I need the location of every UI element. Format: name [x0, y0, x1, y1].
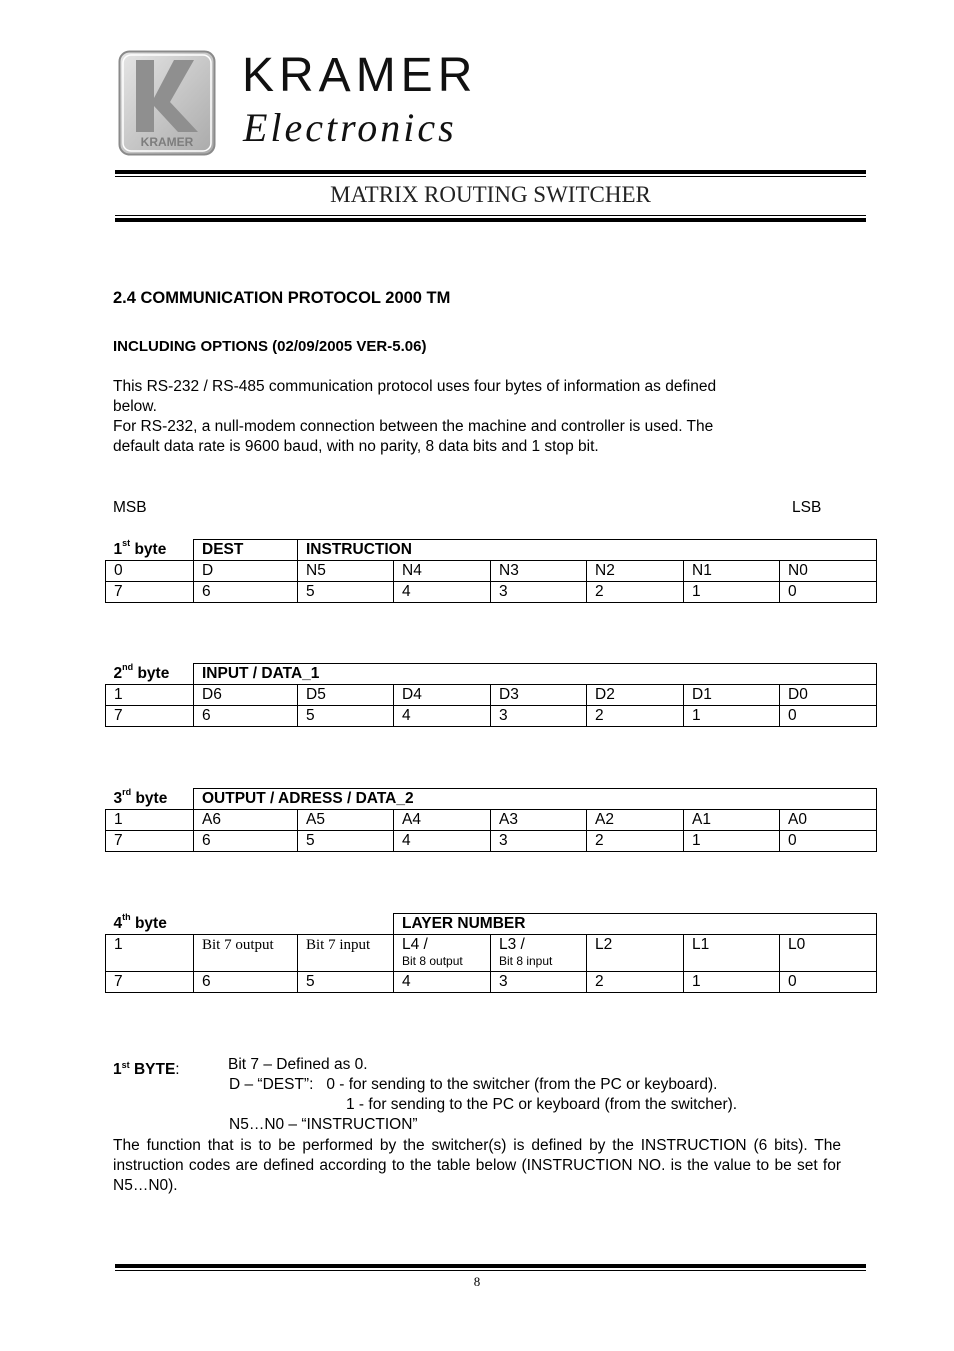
table-row: [106, 561, 877, 582]
instruction-description: N5…N0 – “INSTRUCTION”: [229, 1116, 418, 1133]
value-cell: A1: [684, 810, 780, 831]
value-cell: A4: [394, 810, 491, 831]
brand-subtitle: Electronics: [243, 105, 457, 150]
header-cell: INSTRUCTION: [298, 540, 877, 561]
header-cell: OUTPUT / ADRESS / DATA_2: [194, 789, 877, 810]
byte-table-2: [105, 663, 877, 727]
value-cell: N0: [780, 561, 877, 582]
bit-cell: 2: [587, 831, 684, 852]
value-cell: A2: [587, 810, 684, 831]
table-row: [106, 582, 877, 603]
table-row: [106, 831, 877, 852]
header-rule-bottom-thin: [115, 215, 866, 216]
intro-line: This RS-232 / RS-485 communication protocol uses four bytes of information as defined: [113, 378, 717, 395]
value-cell: N3: [491, 561, 587, 582]
value-cell: A5: [298, 810, 394, 831]
intro-paragraph: [113, 377, 843, 457]
bit-cell: 3: [491, 831, 587, 852]
bit-cell: 7: [106, 972, 194, 993]
value-cell: D: [194, 561, 298, 582]
section-heading: 2.4 COMMUNICATION PROTOCOL 2000 TM: [113, 289, 451, 307]
bit-cell: 5: [298, 972, 394, 993]
section-subheading: INCLUDING OPTIONS (02/09/2005 VER-5.06): [113, 338, 427, 355]
bit-cell: 7: [106, 582, 194, 603]
table-row: [106, 685, 877, 706]
bit-cell: 5: [298, 831, 394, 852]
header-rule-top-thin: [115, 176, 866, 177]
bit-cell: 6: [194, 972, 298, 993]
bit-cell: 2: [587, 972, 684, 993]
bit-cell: 6: [194, 582, 298, 603]
value-cell: D3: [491, 685, 587, 706]
table-row: [106, 810, 877, 831]
bit-cell: 5: [298, 582, 394, 603]
table-header-row: [106, 789, 877, 810]
bit-cell: 7: [106, 831, 194, 852]
kramer-logo: [118, 50, 216, 156]
header-rule-bottom: [115, 218, 866, 222]
bit-cell: 0: [780, 972, 877, 993]
bit-cell: 3: [491, 972, 587, 993]
table-row: [106, 706, 877, 727]
intro-line: below.: [113, 398, 157, 415]
value-cell: Bit 7 output: [194, 935, 298, 972]
table-header-row: [106, 540, 877, 561]
value-cell: N2: [587, 561, 684, 582]
table-header-row: [106, 914, 877, 935]
value-cell: 0: [106, 561, 194, 582]
cell-main-text: L3 /: [499, 936, 525, 953]
bit-cell: 6: [194, 831, 298, 852]
bit-cell: 4: [394, 582, 491, 603]
bit-cell: 2: [587, 706, 684, 727]
value-cell: Bit 7 input: [298, 935, 394, 972]
bit-cell: 1: [684, 582, 780, 603]
value-cell: [491, 935, 587, 972]
value-cell: D2: [587, 685, 684, 706]
bit-cell: 5: [298, 706, 394, 727]
bit-cell: 2: [587, 582, 684, 603]
table-row: [106, 972, 877, 993]
value-cell: 1: [106, 935, 194, 972]
page-number: 8: [473, 1274, 481, 1289]
header-cell: DEST: [194, 540, 298, 561]
byte-table-3: [105, 788, 877, 852]
value-cell: L2: [587, 935, 684, 972]
value-cell: N1: [684, 561, 780, 582]
intro-line: For RS-232, a null-modem connection between the machine and controller is used. The: [113, 418, 714, 435]
cell-main-text: L4 /: [402, 936, 428, 953]
header-cell: INPUT / DATA_1: [194, 664, 877, 685]
document-title: MATRIX ROUTING SWITCHER: [330, 182, 651, 207]
bit-cell: 1: [684, 706, 780, 727]
value-cell: N5: [298, 561, 394, 582]
dest-description: D – “DEST”: 0 - for sending to the switcher (from the PC or keyboard).: [229, 1076, 718, 1093]
byte-label: 3rd byte: [113, 787, 168, 807]
brand-name: KRAMER: [242, 49, 478, 102]
byte-label: 2nd byte: [113, 662, 170, 682]
svg-text:KRAMER: KRAMER: [140, 135, 194, 149]
value-cell: A3: [491, 810, 587, 831]
byte-label: 4th byte: [113, 912, 167, 932]
bit-cell: 0: [780, 582, 877, 603]
value-cell: 1: [106, 810, 194, 831]
byte-label: 1st byte: [113, 538, 167, 558]
bit-cell: 7: [106, 706, 194, 727]
value-cell: L0: [780, 935, 877, 972]
value-cell: A6: [194, 810, 298, 831]
dest-description-continued: 1 - for sending to the PC or keyboard (from the switcher).: [346, 1096, 738, 1113]
byte-table-4: [105, 913, 877, 993]
intro-line: default data rate is 9600 baud, with no parity, 8 data bits and 1 stop bit.: [113, 438, 599, 455]
bit-cell: 0: [780, 831, 877, 852]
lsb-label: LSB: [792, 499, 822, 516]
msb-label: MSB: [113, 499, 147, 516]
cell-sub-text: Bit 8 output: [402, 954, 463, 968]
table-row: [106, 935, 877, 972]
bit-cell: 1: [684, 972, 780, 993]
first-byte-label: 1st BYTE:: [113, 1060, 180, 1079]
bit-cell: 0: [780, 706, 877, 727]
footer-rule: [115, 1264, 866, 1268]
footer-rule-thin: [115, 1270, 866, 1271]
value-cell: A0: [780, 810, 877, 831]
byte-table-1: [105, 539, 877, 603]
table-header-row: [106, 664, 877, 685]
value-cell: N4: [394, 561, 491, 582]
bit-cell: 4: [394, 831, 491, 852]
cell-sub-text: Bit 8 input: [499, 954, 553, 968]
bit-cell: 3: [491, 582, 587, 603]
bit-cell: 6: [194, 706, 298, 727]
bit-cell: 3: [491, 706, 587, 727]
value-cell: L1: [684, 935, 780, 972]
bit-cell: 1: [684, 831, 780, 852]
bit-cell: 4: [394, 972, 491, 993]
value-cell: 1: [106, 685, 194, 706]
value-cell: D1: [684, 685, 780, 706]
value-cell: D4: [394, 685, 491, 706]
bit-cell: 4: [394, 706, 491, 727]
header-cell: LAYER NUMBER: [394, 914, 877, 935]
value-cell: D0: [780, 685, 877, 706]
bit7-description: Bit 7 – Defined as 0.: [228, 1056, 368, 1073]
instruction-paragraph: The function that is to be performed by the switcher(s) is defined by the INSTRUCTION (6 bits). The instruction codes are defined according to the table below (INSTRUCTION NO. is the value to be set for N5…N0).: [113, 1137, 841, 1194]
header-rule-top: [115, 170, 866, 174]
value-cell: D6: [194, 685, 298, 706]
value-cell: [394, 935, 491, 972]
value-cell: D5: [298, 685, 394, 706]
